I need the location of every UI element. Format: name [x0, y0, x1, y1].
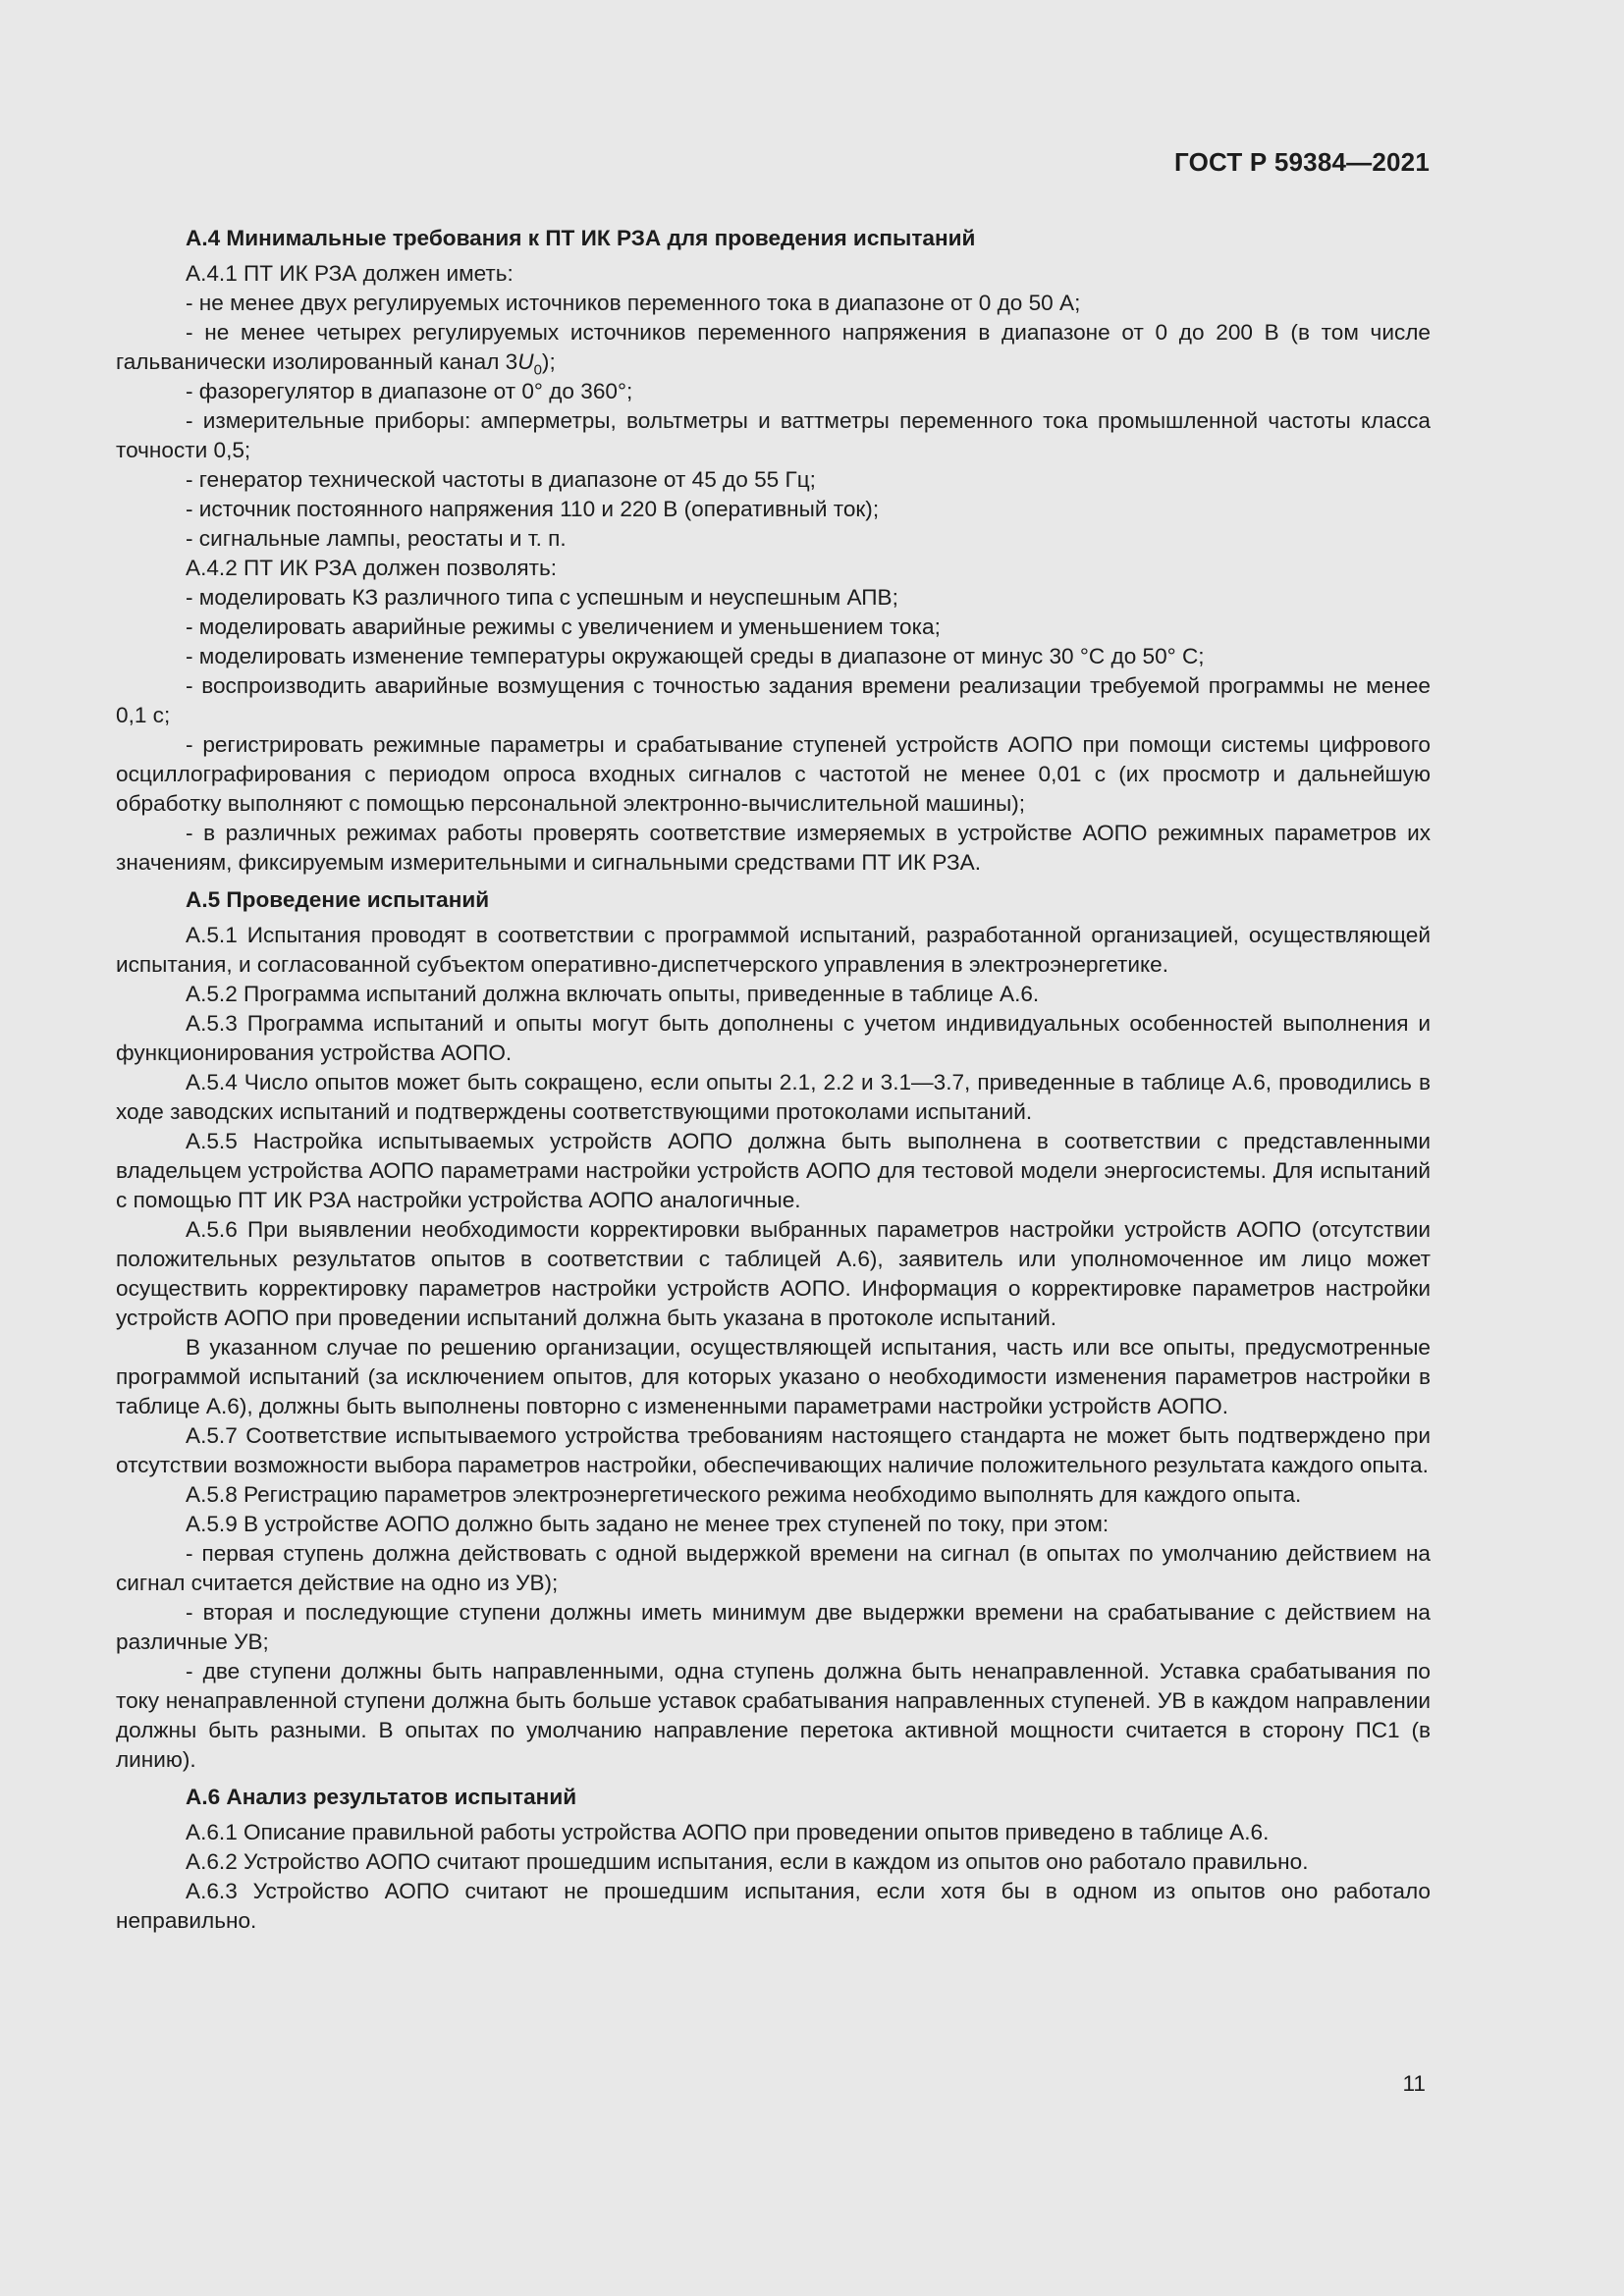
paragraph: А.6.3 Устройство АОПО считают не прошедшим испытания, если хотя бы в одном из опытов оно работало неправильно.	[116, 1879, 1431, 1933]
list-item-text: - не менее четырех регулируемых источников переменного напряжения в диапазоне от 0 до 200 В (в том числе гальванически изолированный канал 3	[116, 320, 1431, 374]
paragraph: А.5.7 Соответствие испытываемого устройства требованиям настоящего стандарта не может быть подтверждено при отсутствии возможности выбора параметров настройки, обеспечивающих наличие положительного результата каждого опыта.	[116, 1423, 1431, 1477]
document-code: ГОСТ Р 59384—2021	[1174, 147, 1430, 177]
list-item: - не менее двух регулируемых источников переменного тока в диапазоне от 0 до 50 А;	[186, 291, 1081, 315]
list-item: - моделировать изменение температуры окружающей среды в диапазоне от минус 30 °С до 50° С;	[186, 644, 1205, 668]
list-item: - сигнальные лампы, реостаты и т. п.	[186, 526, 567, 551]
paragraph: А.5.2 Программа испытаний должна включать опыты, приведенные в таблице А.6.	[186, 982, 1040, 1006]
paragraph: А.5.8 Регистрацию параметров электроэнергетического режима необходимо выполнять для каждого опыта.	[186, 1482, 1302, 1507]
list-item: - измерительные приборы: амперметры, вольтметры и ваттметры переменного тока промышленной частоты класса точности 0,5;	[116, 408, 1431, 462]
list-item-tail: );	[541, 349, 556, 374]
list-item: - моделировать аварийные режимы с увеличением и уменьшением тока;	[186, 614, 941, 639]
paragraph: А.5.4 Число опытов может быть сокращено, если опыты 2.1, 2.2 и 3.1—3.7, приведенные в таблице А.6, проводились в ходе заводских испытаний и подтверждены соответствующими протоколами испытаний.	[116, 1070, 1431, 1124]
variable-subscript: 0	[533, 361, 542, 379]
list-item: - регистрировать режимные параметры и срабатывание ступеней устройств АОПО при помощи системы цифрового осциллографирования с периодом опроса входных сигналов с частотой не менее 0,01 с (их просмотр и дальнейшую обработку выполняют с помощью персональной электронно-вычислительной машины);	[116, 732, 1431, 816]
list-item: - в различных режимах работы проверять соответствие измеряемых в устройстве АОПО режимных параметров их значениям, фиксируемым измерительными и сигнальными средствами ПТ ИК РЗА.	[116, 821, 1431, 875]
section-heading-a6: А.6 Анализ результатов испытаний	[186, 1785, 577, 1809]
paragraph: А.6.2 Устройство АОПО считают прошедшим испытания, если в каждом из опытов оно работало правильно.	[186, 1849, 1309, 1874]
list-item: - фазорегулятор в диапазоне от 0° до 360°;	[186, 379, 633, 403]
list-item	[116, 318, 1431, 377]
paragraph: В указанном случае по решению организации, осуществляющей испытания, часть или все опыты, предусмотренные программой испытаний (за исключением опытов, для которых указано о необходимости изменения параметров настройки в таблице А.6), должны быть выполнены повторно с измененными параметрами настройки устройств АОПО.	[116, 1335, 1431, 1418]
list-item: - первая ступень должна действовать с одной выдержкой времени на сигнал (в опытах по умолчанию действием на сигнал считается действие на одно из УВ);	[116, 1541, 1431, 1595]
paragraph: А.5.1 Испытания проводят в соответствии с программой испытаний, разработанной организацией, осуществляющей испытания, и согласованной субъектом оперативно-диспетчерского управления в электроэнергетике.	[116, 923, 1431, 977]
section-heading-a5: А.5 Проведение испытаний	[186, 887, 490, 912]
section-heading-a4: А.4 Минимальные требования к ПТ ИК РЗА для проведения испытаний	[186, 226, 976, 250]
paragraph: А.5.6 При выявлении необходимости корректировки выбранных параметров настройки устройств АОПО (отсутствии положительных результатов опытов в соответствии с таблицей А.6), заявитель или уполномоченное им лицо может осуществить корректировку параметров настройки устройств АОПО. Информация о корректировке параметров настройки устройств АОПО при проведении испытаний должна быть указана в протоколе испытаний.	[116, 1217, 1431, 1330]
variable-u: U	[517, 349, 534, 374]
page-number: 11	[1402, 2071, 1426, 2096]
page-content	[116, 224, 1431, 1936]
list-item: - воспроизводить аварийные возмущения с точностью задания времени реализации требуемой программы не менее 0,1 с;	[116, 673, 1431, 727]
list-item: - две ступени должны быть направленными, одна ступень должна быть ненаправленной. Уставка срабатывания по току ненаправленной ступени должна быть больше уставок срабатывания направленных ступеней. УВ в каждом направлении должны быть разными. В опытах по умолчанию направление перетока активной мощности считается в сторону ПС1 (в линию).	[116, 1659, 1431, 1772]
paragraph: А.6.1 Описание правильной работы устройства АОПО при проведении опытов приведено в таблице А.6.	[186, 1820, 1270, 1844]
paragraph: А.5.9 В устройстве АОПО должно быть задано не менее трех ступеней по току, при этом:	[186, 1512, 1110, 1536]
paragraph: А.5.3 Программа испытаний и опыты могут быть дополнены с учетом индивидуальных особенностей выполнения и функционирования устройства АОПО.	[116, 1011, 1431, 1065]
list-item: - вторая и последующие ступени должны иметь минимум две выдержки времени на срабатывание с действием на различные УВ;	[116, 1600, 1431, 1654]
list-item: - моделировать КЗ различного типа с успешным и неуспешным АПВ;	[186, 585, 898, 610]
paragraph-a4-2: А.4.2 ПТ ИК РЗА должен позволять:	[186, 556, 558, 580]
list-item: - генератор технической частоты в диапазоне от 45 до 55 Гц;	[186, 467, 816, 492]
paragraph-a4-1: А.4.1 ПТ ИК РЗА должен иметь:	[186, 261, 514, 286]
list-item: - источник постоянного напряжения 110 и 220 В (оперативный ток);	[186, 497, 880, 521]
paragraph: А.5.5 Настройка испытываемых устройств АОПО должна быть выполнена в соответствии с представленными владельцем устройства АОПО параметрами настройки устройств АОПО для тестовой модели энергосистемы. Для испытаний с помощью ПТ ИК РЗА настройки устройства АОПО аналогичные.	[116, 1129, 1431, 1212]
